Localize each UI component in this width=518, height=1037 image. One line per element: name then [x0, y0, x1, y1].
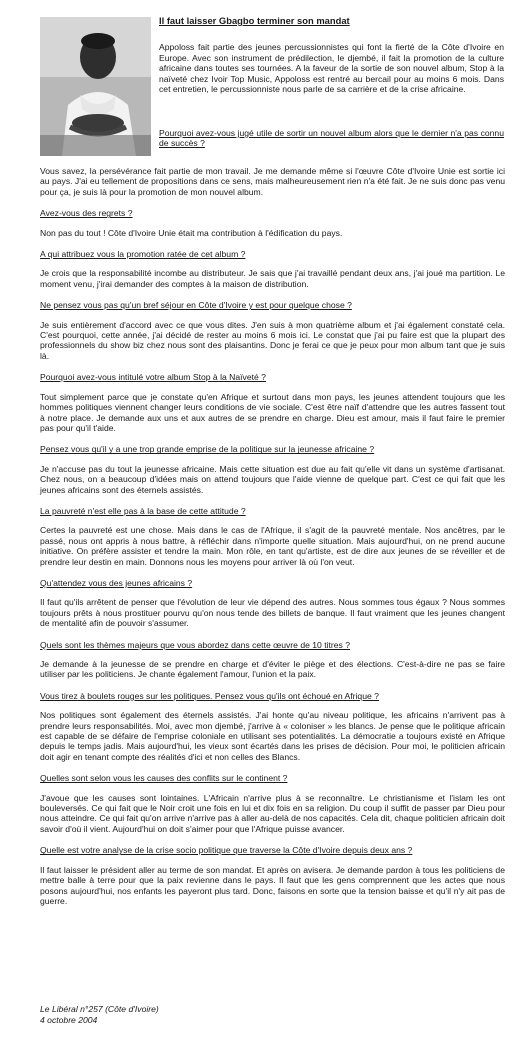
question-7: La pauvreté n'est elle pas à la base de cette attitude ? [40, 505, 246, 516]
answer-4: Je suis entièrement d'accord avec ce que vous dites. J'en suis à mon quatrième album et j'ai également constaté cela. C'est pourquoi, cette année, j'ai décidé de rester au moins 6 mois ici. Le constat que j'ai pu faire est que la plupart des professionnels du show biz chez nous sont des plaisantins. Donc je ferai ce que je peux pour mon album tant que je suis là. [40, 319, 505, 361]
answer-2: Non pas du tout ! Côte d'Ivoire Unie était ma contribution à l'édification du pays. [40, 227, 343, 238]
answer-10: Nos politiques sont également des éternels assistés. J'ai honte qu'au niveau politique, les africains n'arrivent pas à prendre leurs responsabilités. Moi, avec mon djembé, j'arrive à « coloniser » les blancs. Je pense que le politique africain est capable de se défaire de l'emprise coloniale en utilisant ses potentialités. La démocratie a toujours existé en Afrique depuis le temps jadis. Mais aujourd'hui, les vieux sont écartés dans les prises de décision. Pour moi, le politicien africain doit agir en tenant compte des réalités d'ici et non celles des Blancs. [40, 710, 505, 762]
answer-12: Il faut laisser le président aller au terme de son mandat. Et après on avisera. Je demande pardon à tous les politiciens de mettre balle à terre pour que la paix revienne dans le pays. Il faut que les gens comprennent que les actes que nous posons aujourd'hui, nos enfants les payeront plus tard. Donc, faisons en sorte que la tension baisse et qu'il n'y ait pas de guerre. [40, 864, 505, 906]
date-line: 4 octobre 2004 [40, 1014, 98, 1025]
answer-11: J'avoue que les causes sont lointaines. L'Africain n'arrive plus à se reconnaître. Le christianisme et l'islam les ont bouleversés. Ce qui fait que le Noir croit une fois en lui et dix fois en sa religion. Du coup il suffit de passer par Dieu pour nous atteindre. Ce qui fait qu'on arrive n'arrive pas à aller au-delà de nos capacités. Cela dit, chaque politicien africain doit savoir d'où il vient. Aujourd'hui on doit s'aimer pour que l'Afrique puisse avancer. [40, 792, 505, 834]
answer-1: Vous savez, la persévérance fait partie de mon travail. Je me demande même si l'œuvre Côte d'Ivoire Unie est sortie ici au pays. J'ai eu tellement de propositions dans ce sens, mais malheureusement rien n'a été fait. Je ne suis donc pas venu pour ça, je suis là pour la promotion de mon nouvel album. [40, 166, 505, 197]
answer-3: Je crois que la responsabilité incombe au distributeur. Je sais que j'ai travaillé pendant deux ans, j'ai joué ma partition. Le moment venu, j'irai demander des comptes à la maison de distribution. [40, 268, 505, 289]
question-5: Pourquoi avez-vous intitulé votre album Stop à la Naïveté ? [40, 372, 266, 383]
answer-8: Il faut qu'ils arrêtent de penser que l'évolution de leur vie dépend des autres. Nous sommes tous égaux ? Nous sommes toujours prêts à nous prostituer pourvu qu'on nous tende des billets de banque. Il faut vraiment que les jeunes changent de mentalité afin de pouvoir s'assumer. [40, 597, 505, 629]
question-1: Pourquoi avez-vous jugé utile de sortir un nouvel album alors que le dernier n'a pas connu de succès ? [159, 128, 504, 149]
question-10: Vous tirez à boulets rouges sur les politiques. Pensez vous qu'ils ont échoué en Afrique ? [40, 690, 379, 701]
article-intro: Appoloss fait partie des jeunes percussionnistes qui font la fierté de la Côte d'Ivoire en Europe. Avec son instrument de prédilection, le djembé, il fait la promotion de la culture africaine dans toutes ses tournées. A la faveur de la sortie de son nouvel album, Stop à la naïveté chez Ivoir Top Music, Appoloss est rentré au bercail pour au moins 6 mois. Dans cet entretien, le percussionniste nous parle de sa carrière et de la crise africaine. [159, 42, 504, 94]
question-9: Quels sont les thèmes majeurs que vous abordez dans cette œuvre de 10 titres ? [40, 639, 351, 650]
article-footer [40, 1004, 290, 1025]
question-4: Ne pensez vous pas qu'un bref séjour en Côte d'Ivoire y est pour quelque chose ? [40, 300, 352, 311]
article-title: Il faut laisser Gbagbo terminer son mandat [159, 15, 350, 26]
interview-body [40, 166, 505, 917]
portrait-photo [40, 17, 151, 156]
answer-9: Je demande à la jeunesse de se prendre en charge et d'éviter le piège et des élections. C'est-à-dire ne pas se faire utiliser par les politiciens. Je chante également l'amour, l'union et la paix. [40, 659, 505, 680]
source-line: Le Libéral n°257 (Côte d'Ivoire) [40, 1004, 159, 1014]
question-11: Quelles sont selon vous les causes des conflits sur le continent ? [40, 773, 288, 784]
answer-6: Je n'accuse pas du tout la jeunesse africaine. Mais cette situation est due au fait qu'elle vit dans un système d'artisanat. Chez nous, on a beaucoup d'idées mais on attend toujours que l'aide vienne de quelque part. C'est ce qui fait que les jeunes africains sont des éternels assistés. [40, 463, 505, 495]
question-6: Pensez vous qu'il y a une trop grande emprise de la politique sur la jeunesse africaine ? [40, 444, 375, 455]
answer-5: Tout simplement parce que je constate qu'en Afrique et surtout dans mon pays, les jeunes attendent toujours que les hommes politiques viennent changer leurs conditions de vie sociale. C'est être naïf d'attendre que les autres fassent tout à notre place. Je demande aux uns et aux autres de se prendre en charge. Dieu est amour, mais il faut faire le premier pas pour qu'il t'aide. [40, 391, 505, 433]
question-3: A qui attribuez vous la promotion ratée de cet album ? [40, 249, 246, 260]
question-2: Avez-vous des regrets ? [40, 208, 133, 219]
answer-7: Certes la pauvreté est une chose. Mais dans le cas de l'Afrique, il s'agit de la pauvreté mentale. Nos ancêtres, par le passé, nous ont appris à nous battre, à réfléchir dans n'importe quelle situation. Mais aujourd'hui, on ne prend aucune initiative. On préfère assister et tendre la main. Mon rôle, en tant qu'artiste, est de dire aux jeunes de se réveiller et de prendre leur destin en main. Donnons nous les moyens pour arriver là où l'on veut. [40, 525, 505, 567]
question-12: Quelle est votre analyse de la crise socio politique que traverse la Côte d'Ivoire depuis deux ans ? [40, 845, 413, 856]
question-8: Qu'attendez vous des jeunes africains ? [40, 577, 193, 588]
